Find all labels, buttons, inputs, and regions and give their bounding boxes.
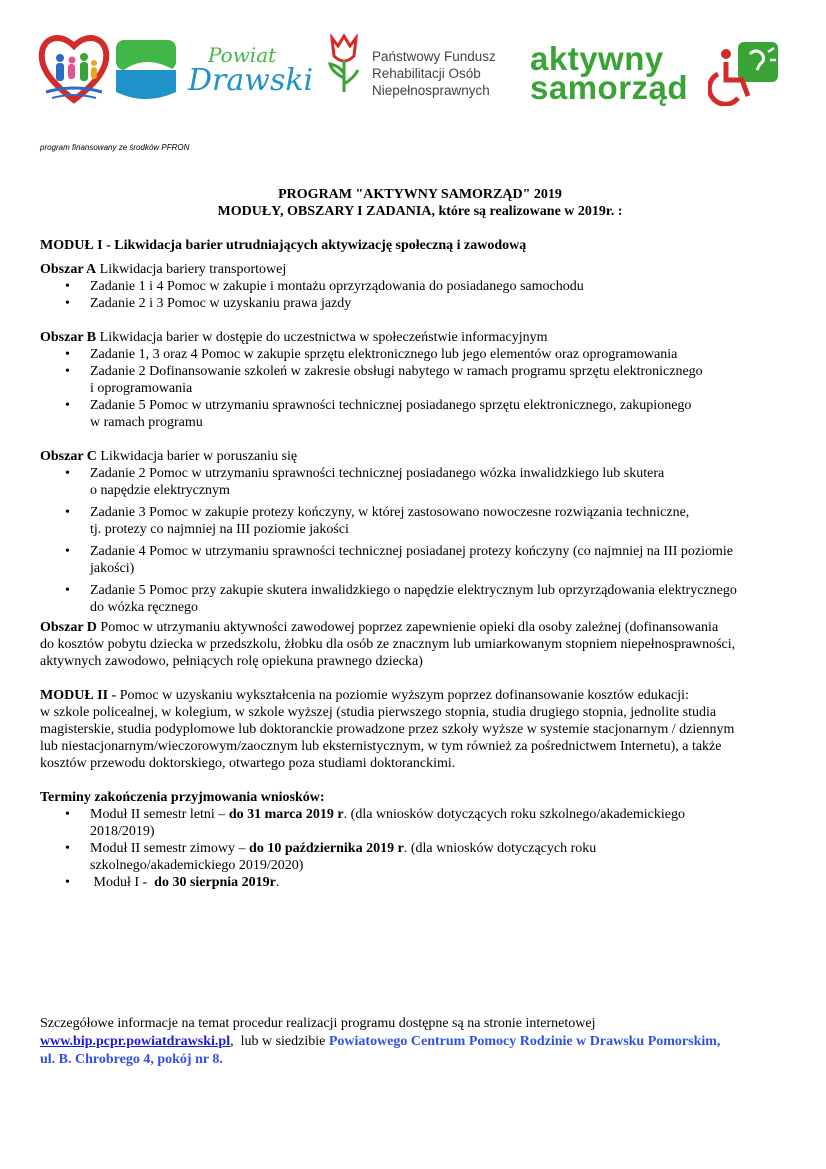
- list-item: [90, 582, 800, 616]
- footer-info: [40, 1015, 800, 1069]
- termin-label: Moduł I -: [90, 875, 155, 890]
- bip-link[interactable]: www.bip.pcpr.powiatdrawski.pl: [40, 1034, 231, 1049]
- termin-date: do 31 marca 2019 r: [228, 807, 344, 822]
- pfron-logo-text: [372, 48, 496, 99]
- modul2-paragraph: [40, 687, 800, 772]
- termin-note-line2: szkolnego/akademickiego 2019/2020): [90, 858, 304, 873]
- modul2-line: w szkole policealnej, w kolegium, w szkole wyższej (studia pierwszego stopnia, studia drugiego stopnia, jednolite studia: [40, 705, 717, 720]
- title-line-2: MODUŁY, OBSZARY I ZADANIA, które są realizowane w 2019r. :: [217, 204, 623, 219]
- item-line: • Zadanie 5 Pomoc w utrzymaniu sprawności technicznej posiadanego sprzętu elektronicznego, zakupionego: [90, 398, 692, 413]
- list-item: [90, 806, 800, 840]
- item-line: • Zadanie 2 Dofinansowanie szkoleń w zakresie obsługi nabytego w ramach programu sprzętu elektronicznego: [90, 364, 703, 379]
- terminy-heading: Terminy zakończenia przyjmowania wniosków:: [40, 790, 325, 805]
- obszar-c-label: Obszar C: [40, 449, 97, 464]
- obszar-b-label: Obszar B: [40, 330, 97, 345]
- list-item: [90, 874, 800, 891]
- modul2-line: Pomoc w uzyskaniu wykształcenia na poziomie wyższym poprzez dofinansowanie kosztów edukacji:: [119, 688, 689, 703]
- obszar-b-text: Likwidacja barier w dostępie do uczestnictwa w społeczeństwie informacyjnym: [99, 330, 548, 345]
- item-line: • Zadanie 2 Pomoc w utrzymaniu sprawności technicznej posiadanego wózka inwalidzkiego lub skutera: [90, 466, 665, 481]
- termin-label: Moduł II semestr letni –: [90, 807, 229, 822]
- obszar-a-heading: [40, 261, 800, 278]
- item-line: tj. protezy co najmniej na III poziomie jakości: [90, 522, 349, 537]
- obszar-c-list: [40, 465, 800, 616]
- modul2-line: magisterskie, studia podyplomowe lub doktoranckie prowadzone przez szkoły wyższe w systemie stacjonarnym / dziennym: [40, 722, 735, 737]
- footer-line-1: Szczegółowe informacje na temat procedur realizacji programu dostępne są na stronie internetowej: [40, 1016, 596, 1031]
- pfron-tulip-icon: [326, 34, 362, 96]
- pfron-line-1: Państwowy Fundusz: [372, 49, 496, 64]
- modul2-line: kosztów przewodu doktorskiego, otwartego poza studiami doktoranckimi.: [40, 756, 456, 771]
- item-line: • Zadanie 1, 3 oraz 4 Pomoc w zakupie sprzętu elektronicznego lub jego elementów oraz oprogramowania: [90, 347, 678, 362]
- obszar-b-heading: [40, 329, 800, 346]
- pfron-line-3: Niepełnosprawnych: [372, 83, 490, 98]
- obszar-d-line: aktywnych zawodowo, pełniących rolę opiekuna prawnego dziecka): [40, 654, 423, 669]
- termin-note: . (dla wniosków dotyczących roku: [403, 841, 597, 856]
- item-line: • Zadanie 3 Pomoc w zakupie protezy kończyny, w której zastosowano nowoczesne rozwiązania techniczne,: [90, 505, 690, 520]
- obszar-a-text: Likwidacja bariery transportowej: [99, 262, 287, 277]
- termin-note-line2: 2018/2019): [90, 824, 155, 839]
- list-item: [90, 397, 800, 431]
- list-item: • Zadanie 1 i 4 Pomoc w zakupie i montażu oprzyrządowania do posiadanego samochodu: [90, 278, 800, 295]
- aktywny-samorzad-logo: [530, 40, 689, 106]
- modul1-label: MODUŁ I -: [40, 238, 111, 253]
- title-line-1: PROGRAM "AKTYWNY SAMORZĄD" 2019: [278, 187, 562, 202]
- drawski-wave-logo: [116, 40, 180, 104]
- terminy-list: [40, 806, 800, 891]
- list-item: • Zadanie 2 i 3 Pomoc w uzyskaniu prawa jazdy: [90, 295, 800, 312]
- termin-label: Moduł II semestr zimowy –: [90, 841, 250, 856]
- item-line: do wózka ręcznego: [90, 600, 199, 615]
- item-line: i oprogramowania: [90, 381, 193, 396]
- obszar-d-paragraph: [40, 619, 800, 670]
- modul1-heading-text: Likwidacja barier utrudniających aktywizację społeczną i zawodową: [114, 238, 527, 253]
- pcpr-heart-logo: [38, 30, 110, 106]
- obszar-c-heading: [40, 448, 800, 465]
- termin-note: .: [275, 875, 280, 890]
- termin-date: do 30 sierpnia 2019r: [154, 875, 276, 890]
- obszar-d-line: Pomoc w utrzymaniu aktywności zawodowej poprzez zapewnienie opieki dla osoby zależnej (dofinansowania: [100, 620, 719, 635]
- aktywny-label: aktywny: [530, 40, 664, 77]
- obszar-a-label: Obszar A: [40, 262, 97, 277]
- list-item: [90, 840, 800, 874]
- list-item: [90, 346, 800, 363]
- modul2-label: MODUŁ II -: [40, 688, 117, 703]
- pfron-line-2: Rehabilitacji Osób: [372, 66, 481, 81]
- modul2-line: lub niestacjonarnym/wieczorowym/zaocznym lub eksternistycznym, w tym również za pośrednictwem Internetu), a także: [40, 739, 722, 754]
- organization-address: ul. B. Chrobrego 4, pokój nr 8.: [40, 1052, 223, 1067]
- drawski-label: Drawski: [188, 63, 314, 98]
- obszar-c-text: Likwidacja barier w poruszaniu się: [100, 449, 298, 464]
- footer-mid: , lub w siedzibie: [230, 1034, 329, 1049]
- modul1-heading: [40, 237, 800, 254]
- termin-note: . (dla wniosków dotyczących roku szkolnego/akademickiego: [343, 807, 685, 822]
- item-line: jakości): [90, 561, 135, 576]
- powiat-drawski-logo: [188, 44, 313, 96]
- list-item: [90, 465, 800, 499]
- obszar-d-label: Obszar D: [40, 620, 97, 635]
- item-line: • Zadanie 5 Pomoc przy zakupie skutera inwalidzkiego o napędzie elektrycznym lub oprzyrządowania elektrycznego: [90, 583, 737, 598]
- document-body: [40, 186, 800, 891]
- obszar-a-list: [40, 278, 800, 312]
- termin-date: do 10 października 2019 r: [249, 841, 404, 856]
- obszar-b-list: [40, 346, 800, 431]
- item-line: o napędzie elektrycznym: [90, 483, 230, 498]
- samorzad-label: samorząd: [530, 69, 689, 106]
- item-line: w ramach programu: [90, 415, 203, 430]
- list-item: [90, 504, 800, 538]
- organization-name: Powiatowego Centrum Pomocy Rodzinie w Drawsku Pomorskim,: [328, 1034, 721, 1049]
- list-item: [90, 543, 800, 577]
- accessibility-icon: [708, 40, 780, 106]
- funded-note: program finansowany ze środków PFRON: [40, 143, 190, 152]
- list-item: [90, 363, 800, 397]
- obszar-d-line: do kosztów pobytu dziecka w przedszkolu, żłobku dla osób ze znacznym lub umiarkowanym stopniem niepełnosprawności,: [40, 637, 736, 652]
- powiat-label: Powiat: [208, 43, 277, 67]
- item-line: • Zadanie 4 Pomoc w utrzymaniu sprawności technicznej posiadanej protezy kończyny (co najmniej na III poziomie: [90, 544, 734, 559]
